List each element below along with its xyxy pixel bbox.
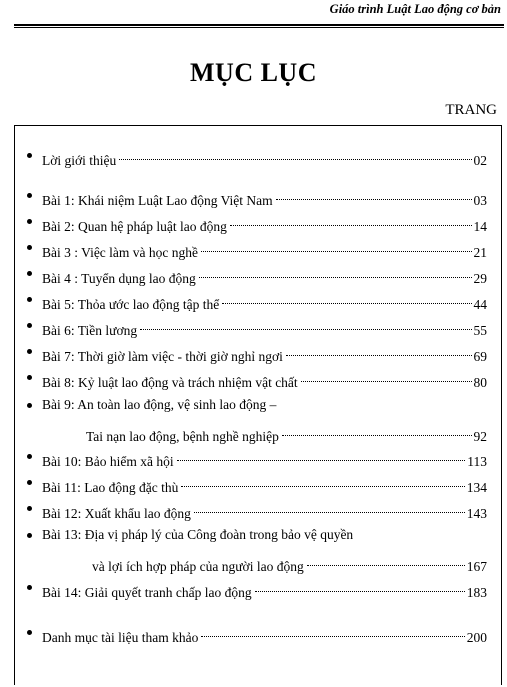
toc-entry-page: 69 <box>473 349 487 364</box>
toc-entry-page: 92 <box>473 429 487 444</box>
bullet-icon <box>27 193 32 198</box>
bullet-icon <box>27 271 32 276</box>
toc-entry[interactable] <box>0 289 507 312</box>
toc-entry-label: Bài 7: Thời giờ làm việc - thời giờ nghỉ ngơi <box>42 349 283 364</box>
toc-entry[interactable] <box>0 185 507 208</box>
toc-entry-page: 21 <box>473 245 487 260</box>
dot-leader <box>276 185 472 205</box>
dot-leader <box>222 289 471 309</box>
toc-entry-label: Bài 12: Xuất khẩu lao động <box>42 506 191 521</box>
toc-entry-page: 200 <box>466 630 487 645</box>
dot-leader <box>307 551 465 571</box>
toc-entry-page: 134 <box>466 480 487 495</box>
dot-leader <box>301 367 472 387</box>
toc-entry[interactable] <box>0 498 507 521</box>
toc-entry-label: Bài 8: Kỷ luật lao động và trách nhiệm vật chất <box>42 375 298 390</box>
bullet-icon <box>27 480 32 485</box>
bullet-icon <box>27 245 32 250</box>
toc-entry[interactable] <box>0 145 507 168</box>
bullet-icon <box>27 375 32 380</box>
toc-entry[interactable] <box>0 577 507 600</box>
toc-entry-label: Lời giới thiệu <box>42 153 117 168</box>
bullet-icon <box>27 533 32 538</box>
toc-entry-page: 03 <box>473 193 487 208</box>
bullet-icon <box>27 506 32 511</box>
toc-entry-page: 80 <box>473 375 487 390</box>
toc-entry-page: 143 <box>466 506 487 521</box>
toc-entry-page: 29 <box>473 271 487 286</box>
toc-entry-label: Bài 14: Giải quyết tranh chấp lao động <box>42 585 252 600</box>
toc-entry-page: 02 <box>473 153 487 168</box>
toc-entry-label: Bài 1: Khái niệm Luật Lao động Việt Nam <box>42 193 273 208</box>
bullet-icon <box>27 630 32 635</box>
header-rule <box>14 24 504 28</box>
page-column-label: TRANG <box>445 102 497 118</box>
toc-entry-label: Bài 5: Thỏa ước lao động tập thể <box>42 297 220 312</box>
toc-entry-page: 44 <box>473 297 487 312</box>
toc-entry-label: Bài 2: Quan hệ pháp luật lao động <box>42 219 227 234</box>
bullet-icon <box>27 403 32 408</box>
toc-entry[interactable] <box>0 315 507 338</box>
toc-entry-label: Bài 6: Tiền lương <box>42 323 138 338</box>
bullet-icon <box>27 349 32 354</box>
dot-leader <box>181 472 464 492</box>
toc-entry-label: Bài 3 : Việc làm và học nghề <box>42 245 199 260</box>
dot-leader <box>230 211 472 231</box>
toc-entry-page: 55 <box>473 323 487 338</box>
toc-entry-label: và lợi ích hợp pháp của người lao động <box>92 559 304 574</box>
toc-entry[interactable] <box>0 341 507 364</box>
bullet-icon <box>27 219 32 224</box>
toc-entry[interactable] <box>0 472 507 495</box>
bullet-icon <box>27 585 32 590</box>
toc-entry-label: Bài 9: An toàn lao động, vệ sinh lao động – <box>42 397 277 412</box>
toc-entry-label: Bài 10: Bảo hiểm xã hội <box>42 454 174 469</box>
dot-leader <box>201 237 471 257</box>
toc-entry-label: Bài 4 : Tuyển dụng lao động <box>42 271 196 286</box>
toc-entry[interactable] <box>0 446 507 469</box>
dot-leader <box>177 446 466 466</box>
dot-leader <box>201 622 464 642</box>
toc-entry[interactable] <box>0 237 507 260</box>
dot-leader <box>286 341 472 361</box>
dot-leader <box>194 498 465 518</box>
bullet-icon <box>27 454 32 459</box>
toc-entry-continuation[interactable] <box>0 421 507 444</box>
toc-entry[interactable] <box>0 211 507 234</box>
toc-entry-label: Bài 11: Lao động đặc thù <box>42 480 179 495</box>
toc-entry-label: Danh mục tài liệu tham khảo <box>42 630 199 645</box>
toc-entry[interactable] <box>0 622 507 645</box>
page-title: MỤC LỤC <box>190 58 317 87</box>
toc-entry[interactable] <box>0 525 507 545</box>
dot-leader <box>199 263 472 283</box>
toc-entry-page: 113 <box>467 454 487 469</box>
toc-entry-page: 167 <box>466 559 487 574</box>
bullet-icon <box>27 153 32 158</box>
toc-entry-page: 14 <box>473 219 487 234</box>
toc-entry-continuation[interactable] <box>0 551 507 574</box>
toc-entry[interactable] <box>0 263 507 286</box>
toc-entry-page: 183 <box>466 585 487 600</box>
toc-entry[interactable] <box>0 395 507 415</box>
dot-leader <box>140 315 471 335</box>
bullet-icon <box>27 323 32 328</box>
toc-entry-label: Tai nạn lao động, bệnh nghề nghiệp <box>86 429 279 444</box>
dot-leader <box>119 145 471 165</box>
toc-entry[interactable] <box>0 367 507 390</box>
running-header: Giáo trình Luật Lao động cơ bản <box>329 2 501 16</box>
toc-entry-label: Bài 13: Địa vị pháp lý của Công đoàn trong bảo vệ quyền <box>42 527 354 542</box>
dot-leader <box>255 577 465 597</box>
dot-leader <box>282 421 472 441</box>
bullet-icon <box>27 297 32 302</box>
